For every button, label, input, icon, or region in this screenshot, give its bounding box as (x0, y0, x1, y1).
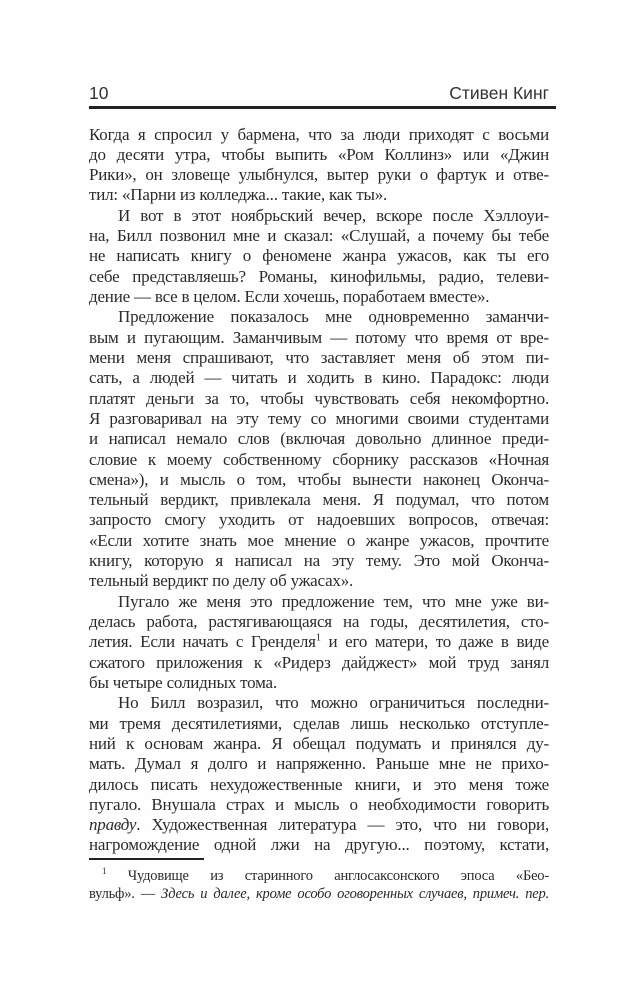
text-line: пугало. Внушала страх и мысль о необходимости говорить (89, 794, 549, 814)
text-line: тельный вердикт, привлекала меня. Я подумал, что потом (89, 490, 549, 510)
text-line: мени меня спрашивают, что заставляет меня об этом пи- (89, 347, 549, 367)
text-line: словие к моему собственному сборнику рассказов «Ночная (89, 449, 549, 469)
footnote-marker: 1 (315, 632, 321, 644)
text-line: ми тремя десятилетиями, сделав лишь несколько отступле- (89, 713, 549, 733)
header-rule (89, 106, 556, 109)
footnote-rule (89, 858, 204, 860)
footnote-marker: 1 (102, 865, 107, 876)
footnote (89, 867, 549, 904)
text-line: мать. Думал я долго и напряженно. Раньше мне не прихо- (89, 754, 549, 774)
text-line: запросто смогу уходить от надоевших вопросов, отвечая: (89, 510, 549, 530)
text-line: тил: «Парни из колледжа... такие, как ты». (89, 185, 388, 205)
text-line: платят деньги за то, чтобы чувствовать себя некомфортно. (89, 388, 549, 408)
text-line: тельный вердикт по делу об ужасах». (89, 571, 354, 591)
text-line: книгу, которую я написал на эту тему. Это мой Оконча- (89, 551, 549, 571)
body-text (89, 125, 549, 856)
text-line: бы четыре солидных тома. (89, 672, 277, 692)
text-line: до десяти утра, чтобы выпить «Ром Коллинз» или «Джин (89, 144, 549, 164)
text-line: И вот в этот ноябрьский вечер, вскоре после Хэллоуи- (118, 205, 549, 225)
italic-text: Здесь и далее, кроме особо оговоренных случаев, примеч. пер. (161, 886, 549, 903)
text-line: дилось писать нехудожественные книги, и это меня тоже (89, 774, 549, 794)
text-line: вульф». — Здесь и далее, кроме особо оговоренных случаев, примеч. пер. (89, 886, 549, 903)
text-line: Пугало же меня это предложение тем, что мне уже ви- (118, 591, 549, 611)
text-line: сать, а людей — читать и ходить в кино. Парадокс: люди (89, 368, 549, 388)
running-header (89, 0, 549, 102)
text-line: себе представляешь? Романы, кинофильмы, радио, телеви- (89, 266, 549, 286)
text-line: правду. Художественная литература — это, что ни говори, (89, 815, 549, 835)
text-line: $^1$ Чудовище из старинного англосаксонского эпоса «Бео- (102, 865, 549, 884)
text-line: нагромождение одной лжи на другую... поэтому, кстати, (89, 835, 549, 855)
text-line: смена»), и мысль о том, чтобы вынести наконец Оконча- (89, 469, 549, 489)
text-line: сжатого приложения к «Ридерз дайджест» мой труд занял (89, 652, 549, 672)
text-line: Когда я спросил у бармена, что за люди приходят с восьми (89, 124, 549, 144)
text-line: Предложение показалось мне одновременно заманчи- (118, 307, 549, 327)
text-line: делась работа, растягивающаяся на годы, десятилетия, сто- (89, 612, 549, 631)
text-line: Рики», он зловеще улыбнулся, вытер руки о фартук и отве- (89, 165, 549, 185)
running-title: Стивен Кинг (449, 83, 549, 103)
text-line: Но Билл возразил, что можно ограничиться последни- (118, 693, 549, 713)
text-line: дение — все в целом. Если хочешь, поработаем вместе». (89, 287, 490, 306)
text-line: вым и пугающим. Заманчивым — потому что время от вре- (89, 327, 549, 347)
text-line: не написать книгу о феномене жанра ужасов, как ты его (89, 246, 549, 266)
text-line: летия. Если начать с Гренделя$^1$ и его матери, то даже в виде (89, 632, 549, 652)
text-line: ний к основам жанра. Я обещал подумать и принялся ду- (89, 733, 549, 753)
text-line: Я разговаривал на эту тему со многими своими студентами (89, 408, 549, 428)
text-line: на, Билл позвонил мне и сказал: «Слушай, а почему бы тебе (89, 226, 549, 246)
text-line: и написал немало слов (включая довольно длинное преди- (89, 429, 549, 449)
italic-text: правду (89, 815, 137, 835)
page-number: 10 (89, 83, 109, 103)
page-content (89, 0, 549, 904)
text-line: «Если хотите знать мое мнение о жанре ужасов, прочтите (89, 530, 549, 550)
